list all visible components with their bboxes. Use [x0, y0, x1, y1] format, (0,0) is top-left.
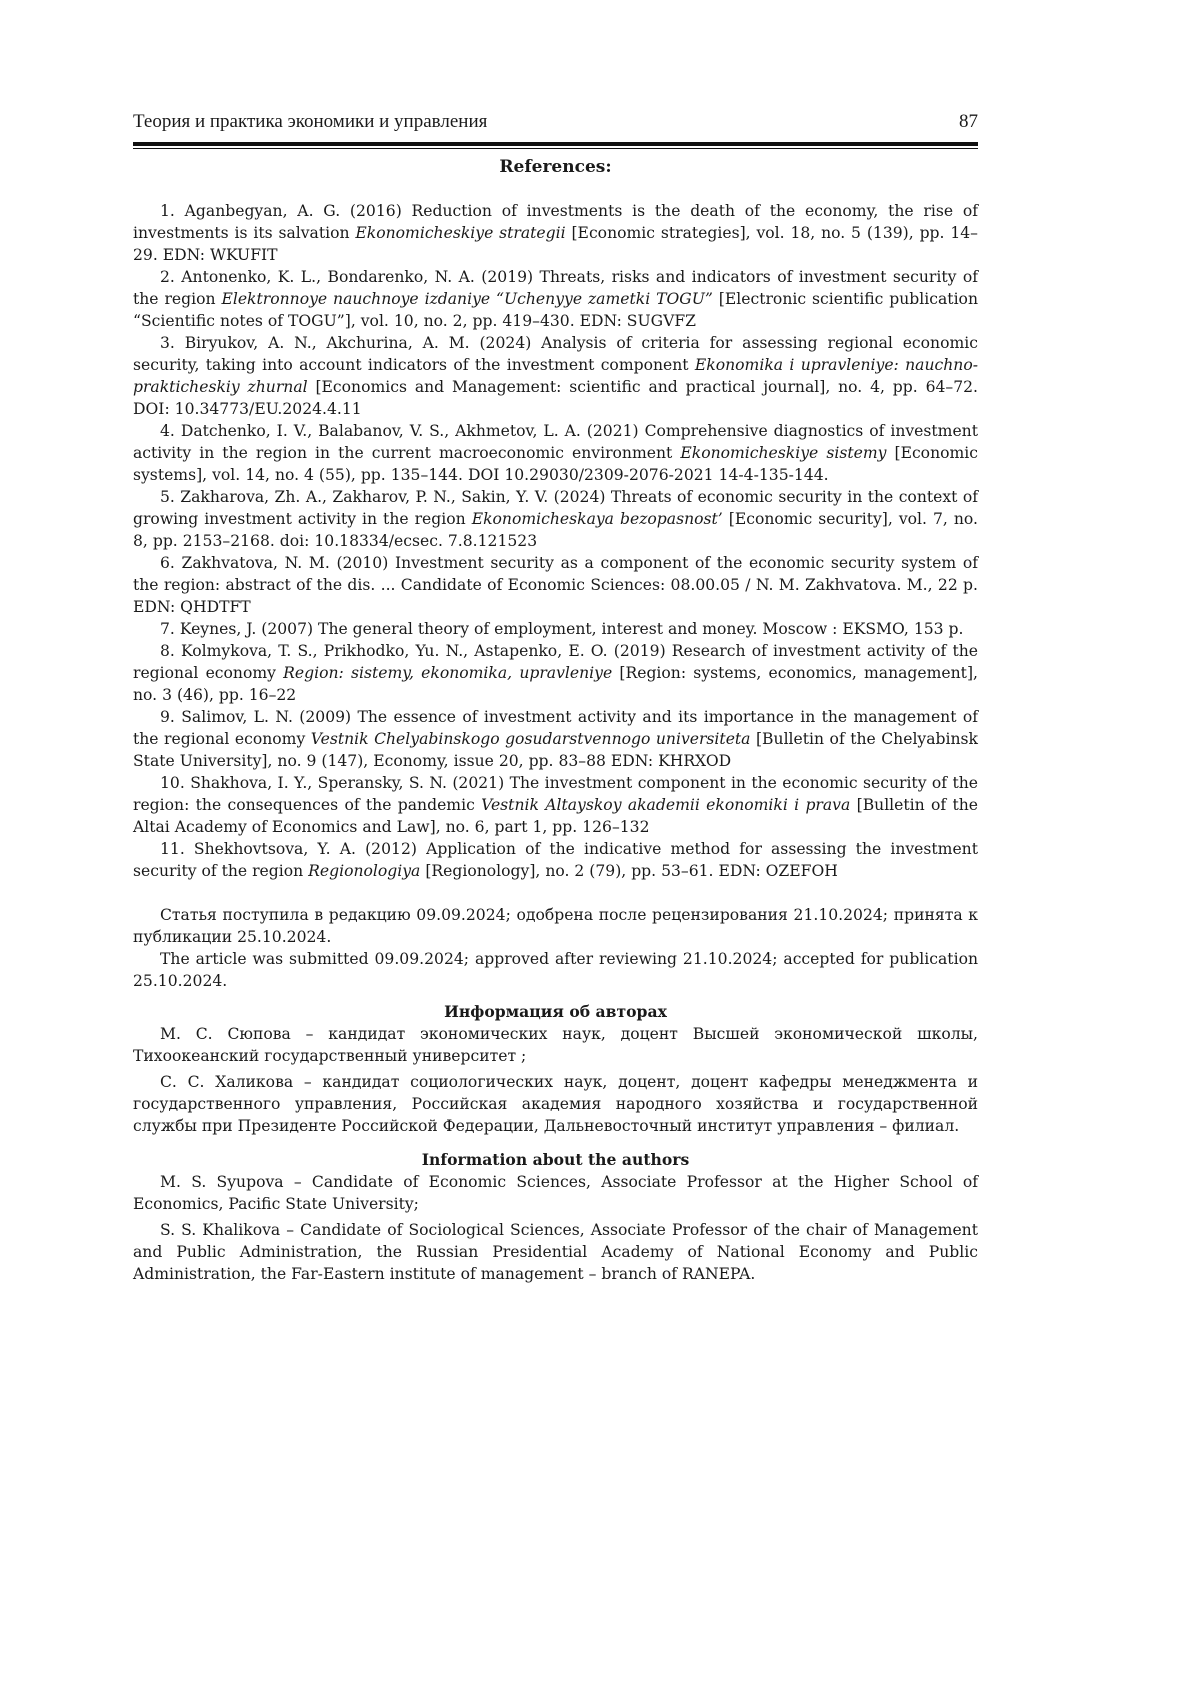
page-number: 87	[959, 108, 978, 136]
reference-text: 7. Keynes, J. (2007) The general theory of employment, interest and money. Moscow : EKSMO, 153 p.	[160, 620, 963, 638]
reference-text: [Electronic scientific publication “Scientific notes of TOGU”], vol. 10, no. 2, pp. 419–430. EDN: SUGVFZ	[133, 290, 978, 330]
reference-source: Region: sistemy, ekonomika, upravleniye	[283, 664, 612, 682]
reference-source: Ekonomicheskaya bezopasnost’	[472, 510, 723, 528]
reference-text: 5. Zakharova, Zh. A., Zakharov, P. N., Sakin, Y. V. (2024) Threats of economic security in the context of growing investment activity in the region	[133, 488, 978, 528]
authors-en-heading: Information about the authors	[133, 1149, 978, 1171]
running-header	[133, 108, 978, 136]
reference-item	[133, 552, 978, 618]
dates-ru: Статья поступила в редакцию 09.09.2024; одобрена после рецензирования 21.10.2024; принята к публикации 25.10.2024.	[133, 904, 978, 948]
reference-text: [Bulletin of the Chelyabinsk State University], no. 9 (147), Economy, issue 20, pp. 83–88 EDN: KHRXOD	[133, 730, 978, 770]
reference-item	[133, 706, 978, 772]
authors-ru-heading: Информация об авторах	[133, 1001, 978, 1023]
reference-text: 9. Salimov, L. N. (2009) The essence of investment activity and its importance in the management of the regional economy	[133, 708, 978, 748]
article-dates	[133, 904, 978, 992]
references-heading: References:	[133, 156, 978, 178]
reference-text: 2. Antonenko, K. L., Bondarenko, N. A. (2019) Threats, risks and indicators of investment security of the region	[133, 268, 978, 308]
reference-text: 10. Shakhova, I. Y., Speransky, S. N. (2021) The investment component in the economic security of the region: the consequences of the pandemic	[133, 774, 978, 814]
header-rule-thin	[133, 148, 978, 149]
reference-text: 3. Biryukov, A. N., Akchurina, A. M. (2024) Analysis of criteria for assessing regional economic security, taking into account indicators of the investment component	[133, 334, 978, 374]
reference-item	[133, 486, 978, 552]
document-page	[133, 108, 978, 1285]
reference-item	[133, 640, 978, 706]
reference-text: [Economic systems], vol. 14, no. 4 (55), pp. 135–144. DOI 10.29030/2309-2076-2021 14-4-135-144.	[133, 444, 978, 484]
reference-source: Vestnik Chelyabinskogo gosudarstvennogo universiteta	[311, 730, 751, 748]
author-ru-1: М. С. Сюпова – кандидат экономических наук, доцент Высшей экономической школы, Тихоокеанский государственный университет ;	[133, 1023, 978, 1067]
journal-title: Теория и практика экономики и управления	[133, 108, 487, 136]
reference-source: Ekonomicheskiye sistemy	[680, 444, 886, 462]
reference-text: [Regionology], no. 2 (79), pp. 53–61. EDN: OZEFOH	[420, 862, 838, 880]
reference-text: 4. Datchenko, I. V., Balabanov, V. S., Akhmetov, L. A. (2021) Comprehensive diagnostics of investment activity in the region in the current macroeconomic environment	[133, 422, 978, 462]
dates-en: The article was submitted 09.09.2024; approved after reviewing 21.10.2024; accepted for publication 25.10.2024.	[133, 948, 978, 992]
reference-text: [Bulletin of the Altai Academy of Economics and Law], no. 6, part 1, pp. 126–132	[133, 796, 978, 836]
reference-source: Elektronnoye nauchnoye izdaniye “Uchenyye zametki TOGU”	[221, 290, 712, 308]
reference-source: Vestnik Altayskoy akademii ekonomiki i prava	[481, 796, 850, 814]
reference-item	[133, 200, 978, 266]
author-ru-2: С. С. Халикова – кандидат социологических наук, доцент, доцент кафедры менеджмента и государственного управления, Российская академия народного хозяйства и государственной службы при Президенте Российской Федерации, Дальневосточный институт управления – филиал.	[133, 1071, 978, 1137]
reference-item	[133, 266, 978, 332]
header-rule	[133, 142, 978, 146]
reference-text: 8. Kolmykova, T. S., Prikhodko, Yu. N., Astapenko, E. O. (2019) Research of investment activity of the regional economy	[133, 642, 978, 682]
reference-text: 6. Zakhvatova, N. M. (2010) Investment security as a component of the economic security system of the region: abstract of the dis. ... Candidate of Economic Sciences: 08.00.05 / N. M. Zakhvatova. M., 22 p. EDN: QHDTFT	[133, 554, 978, 616]
reference-text: [Economics and Management: scientific and practical journal], no. 4, pp. 64–72. DOI: 10.34773/EU.2024.4.11	[133, 378, 978, 418]
reference-text: 1. Aganbegyan, A. G. (2016) Reduction of investments is the death of the economy, the rise of investments is its salvation	[133, 202, 978, 242]
references-list	[133, 200, 978, 882]
reference-item	[133, 772, 978, 838]
reference-text: [Economic security], vol. 7, no. 8, pp. 2153–2168. doi: 10.18334/ecsec. 7.8.121523	[133, 510, 978, 550]
reference-text: [Region: systems, economics, management], no. 3 (46), pp. 16–22	[133, 664, 978, 704]
author-en-1: M. S. Syupova – Candidate of Economic Sciences, Associate Professor at the Higher School of Economics, Pacific State University;	[133, 1171, 978, 1215]
reference-text: [Economic strategies], vol. 18, no. 5 (139), pp. 14–29. EDN: WKUFIT	[133, 224, 978, 264]
reference-item	[133, 332, 978, 420]
reference-text: 11. Shekhovtsova, Y. A. (2012) Application of the indicative method for assessing the investment security of the region	[133, 840, 978, 880]
reference-item	[133, 618, 978, 640]
reference-source: Regionologiya	[308, 862, 420, 880]
reference-item	[133, 838, 978, 882]
reference-item	[133, 420, 978, 486]
author-en-2: S. S. Khalikova – Candidate of Sociological Sciences, Associate Professor of the chair of Management and Public Administration, the Russian Presidential Academy of National Economy and Public Administration, the Far-Eastern institute of management – branch of RANEPA.	[133, 1219, 978, 1285]
reference-source: Ekonomika i upravleniye: nauchno-prakticheskiy zhurnal	[133, 356, 978, 396]
reference-source: Ekonomicheskiye strategii	[355, 224, 565, 242]
